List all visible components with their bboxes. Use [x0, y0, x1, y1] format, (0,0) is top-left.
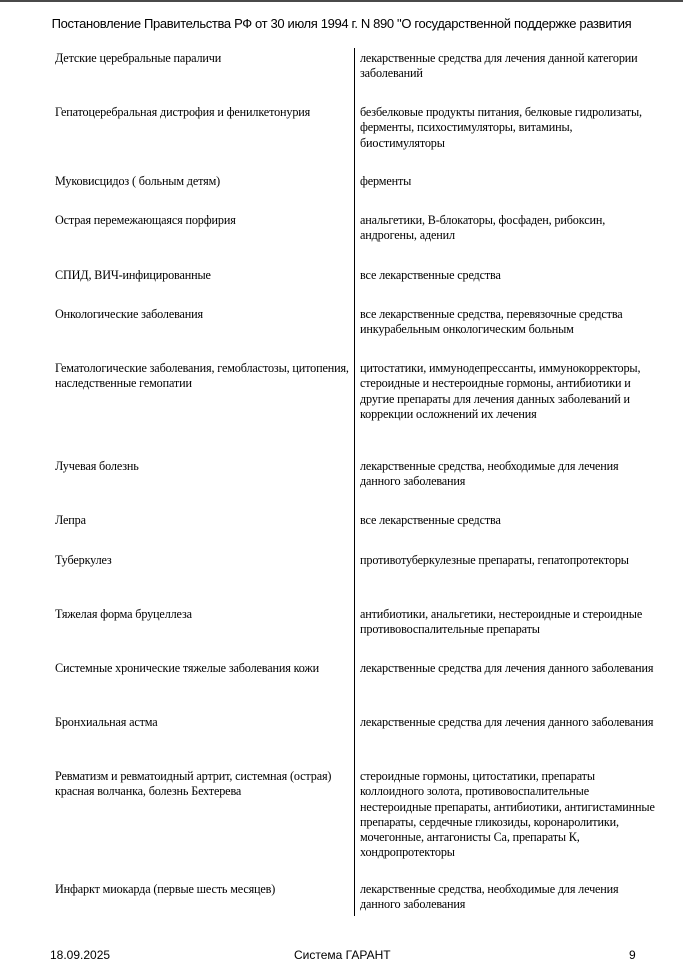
medicines-cell: все лекарственные средства [360, 268, 501, 282]
medicines-cell: противотуберкулезные препараты, гепатопротекторы [360, 553, 629, 567]
medicines-cell: стероидные гормоны, цитостатики, препараты коллоидного золота, противовоспалительные нестероидные препараты, антибиотики, антигистаминные препараты, сердечные гликозиды, коронаролитики, мочегонные, антагонисты Са, препараты К, хондропротекторы [360, 769, 655, 860]
medicines-cell: лекарственные средства для лечения данного заболевания [360, 715, 654, 729]
disease-cell: Онкологические заболевания [55, 307, 204, 321]
disease-cell: Острая перемежающаяся порфирия [55, 213, 236, 227]
medicines-cell: антибиотики, анальгетики, нестероидные и стероидные противовоспалительные препараты [360, 607, 643, 637]
disease-cell: Гематологические заболевания, гемобластозы, цитопения, наследственные гемопатии [55, 361, 349, 391]
medicines-cell: все лекарственные средства [360, 513, 501, 527]
medicines-cell: все лекарственные средства, перевязочные средства инкурабельным онкологическим больным [360, 307, 623, 337]
page-footer [0, 948, 683, 968]
disease-cell: СПИД, ВИЧ-инфицированные [55, 268, 211, 282]
disease-cell: Бронхиальная астма [55, 715, 158, 729]
medicines-cell: ферменты [360, 174, 412, 188]
footer-system-name: Система ГАРАНТ [294, 948, 391, 962]
disease-cell: Детские церебральные параличи [55, 51, 222, 65]
medicines-cell: анальгетики, В-блокаторы, фосфаден, рибоксин, андрогены, аденил [360, 213, 606, 243]
medicines-cell: лекарственные средства для лечения данной категории заболеваний [360, 51, 638, 81]
disease-cell: Лучевая болезнь [55, 459, 139, 473]
disease-cell: Ревматизм и ревматоидный артрит, системная (острая) красная волчанка, болезнь Бехтерева [55, 769, 332, 799]
column-divider [354, 48, 355, 916]
disease-cell: Гепатоцеребральная дистрофия и фенилкетонурия [55, 105, 311, 119]
disease-cell: Муковисцидоз ( больным детям) [55, 174, 221, 188]
medicines-cell: лекарственные средства, необходимые для лечения данного заболевания [360, 882, 619, 912]
top-border [0, 0, 683, 2]
medicines-cell: цитостатики, иммунодепрессанты, иммунокорректоры, стероидные и нестероидные гормоны, антибиотики и другие препараты для лечения данных заболеваний и коррекции осложнений их лечения [360, 361, 641, 421]
footer-date: 18.09.2025 [50, 948, 111, 962]
medicines-cell: лекарственные средства для лечения данного заболевания [360, 661, 654, 675]
disease-cell: Туберкулез [55, 553, 112, 567]
footer-page-number: 9 [629, 948, 636, 962]
document-header-title: Постановление Правительства РФ от 30 июля 1994 г. N 890 "О государственной поддержке развития [51, 16, 632, 31]
disease-cell: Тяжелая форма бруцеллеза [55, 607, 192, 621]
medicines-cell: безбелковые продукты питания, белковые гидролизаты, ферменты, психостимуляторы, витамины, биостимуляторы [360, 105, 642, 150]
disease-cell: Инфаркт миокарда (первые шесть месяцев) [55, 882, 276, 896]
disease-cell: Лепра [55, 513, 86, 527]
medicines-cell: лекарственные средства, необходимые для лечения данного заболевания [360, 459, 619, 489]
disease-cell: Системные хронические тяжелые заболевания кожи [55, 661, 320, 675]
